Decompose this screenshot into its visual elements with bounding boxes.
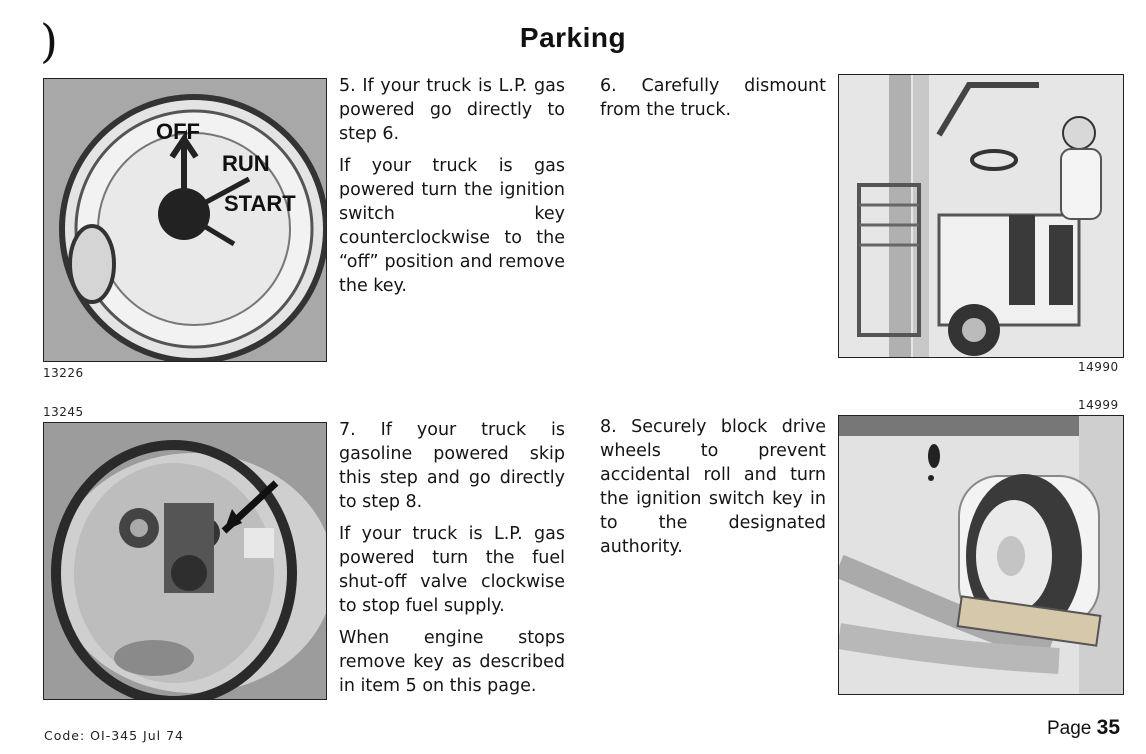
forklift-dismount-photo [838, 74, 1124, 358]
step-6-dismount: 6. Carefully dismount from the truck. [600, 76, 826, 120]
wheel-block-photo [838, 415, 1124, 695]
step-8-text [600, 415, 826, 559]
step-7-engine-stops: When engine stops remove key as described in item 5 on this page. [339, 628, 565, 696]
page-label: Page [1046, 718, 1092, 739]
wheel-block-illustration [839, 416, 1123, 694]
ignition-switch-photo [43, 78, 327, 362]
step-8-block-wheels: 8. Securely block drive wheels to prevent accidental roll and turn the ignition switch key in to the designated authority. [600, 417, 826, 557]
step-5-lp-gas: 5. If your truck is L.P. gas powered go directly to step 6. [339, 76, 565, 144]
document-code: Code: OI-345 Jul 74 [44, 728, 185, 743]
page-number-block [1047, 716, 1120, 740]
forklift-dismount-illustration [839, 75, 1123, 357]
page-number: 35 [1096, 716, 1120, 739]
margin-bracket: ) [40, 14, 58, 68]
figure-number-13226: 13226 [43, 366, 84, 380]
step-7-gasoline: 7. If your truck is gasoline powered skip this step and go directly to step 8. [339, 420, 565, 512]
page-title: Parking [519, 22, 627, 53]
figure-number-14999: 14999 [1078, 398, 1119, 412]
figure-number-14990: 14990 [1078, 360, 1119, 374]
dial-run-label: RUN [222, 151, 270, 176]
step-7-text [339, 418, 565, 698]
fuel-tank-valve-illustration [44, 423, 326, 699]
fuel-tank-valve-photo [43, 422, 327, 700]
dial-start-label: START [224, 191, 296, 216]
step-7-lp-gas: If your truck is L.P. gas powered turn the fuel shut-off valve clockwise to stop fuel supply. [339, 524, 565, 616]
ignition-switch-illustration [44, 79, 326, 361]
dial-off-label: OFF [156, 119, 200, 144]
figure-number-13245: 13245 [43, 405, 84, 419]
step-6-text [600, 74, 826, 122]
step-5-text [339, 74, 565, 298]
step-5-gas: If your truck is gas powered turn the ignition switch key counterclockwise to the “off” position and remove the key. [339, 156, 565, 296]
